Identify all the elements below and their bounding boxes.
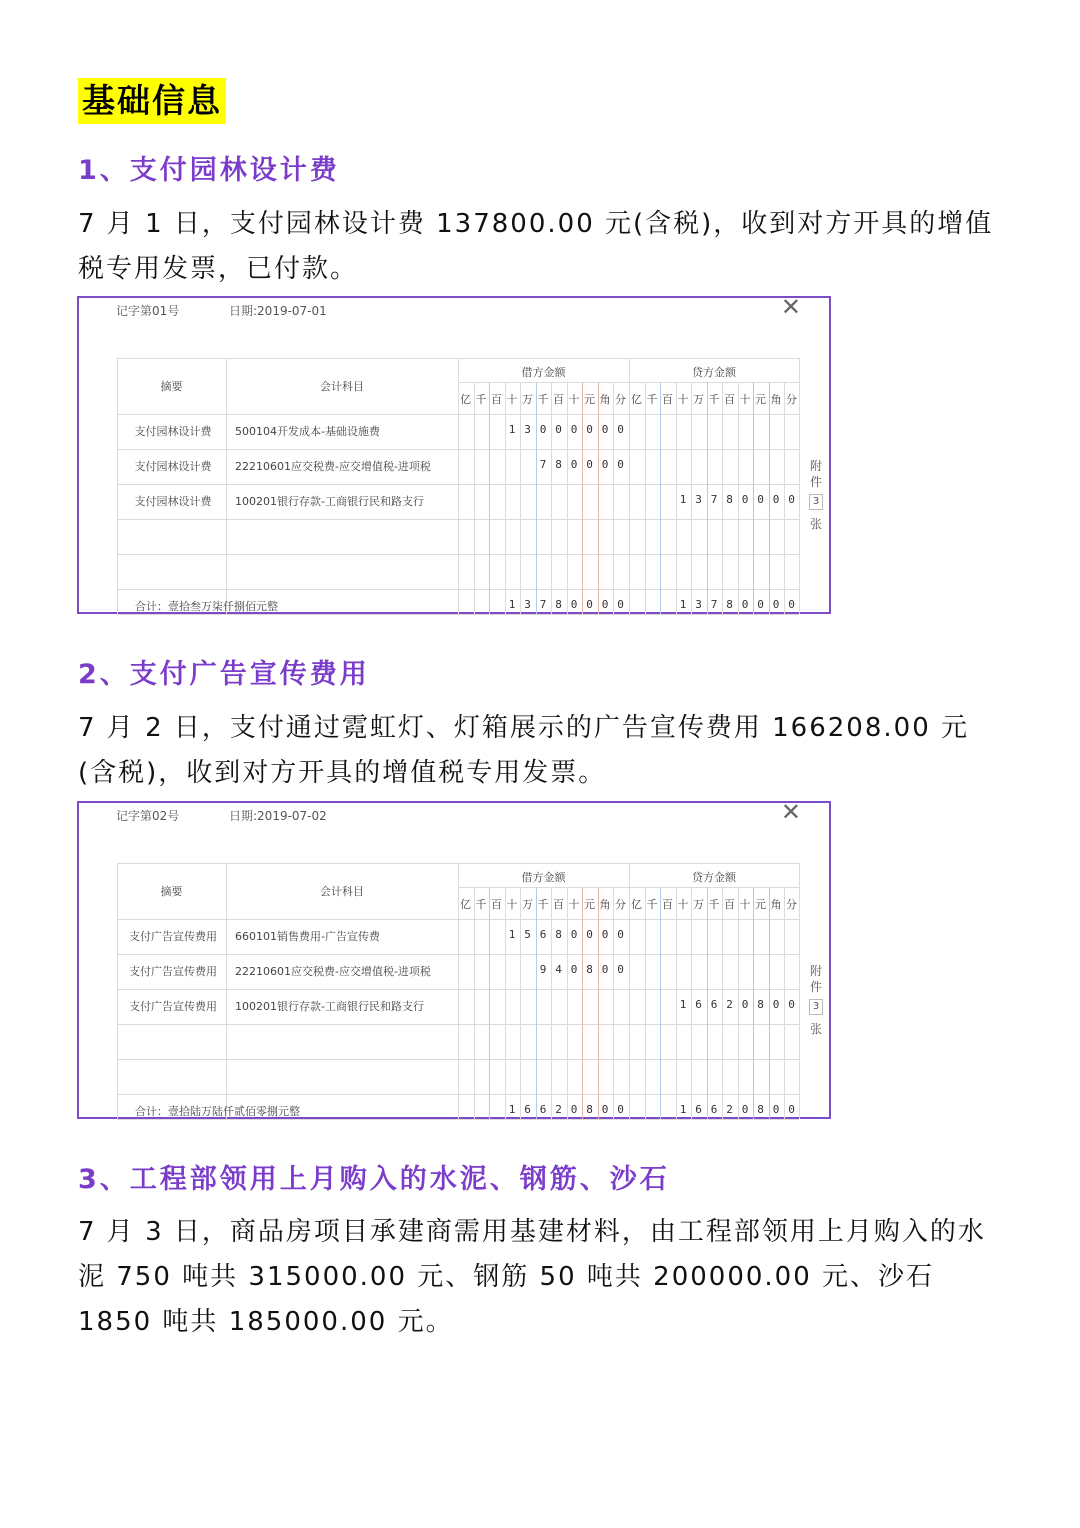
amount-unit-label: 百 (491, 393, 502, 406)
amount-unit-label: 元 (584, 393, 595, 406)
section-2-title: 2、支付广告宣传费用 (78, 659, 370, 690)
section-2-paragraph: 7 月 2 日，支付通过霓虹灯、灯箱展示的广告宣传费用 166208.00 元(含税)，收到对方开具的增值税专用发票。 (78, 713, 970, 788)
attachment-count (806, 963, 826, 1037)
amount-unit-label: 分 (615, 393, 626, 406)
section-3-paragraph: 7 月 3 日，商品房项目承建商需用基建材料，由工程部领用上月购入的水泥 750 吨共 315000.00 元、钢筋 50 吨共 200000.00 元、沙石 1850 吨共 185000.00 元。 (78, 1217, 986, 1337)
amount-unit-label: 百 (724, 898, 735, 911)
attach-label-mid: 件 (809, 475, 822, 489)
amount-digit: 0 (601, 423, 609, 436)
amount-digit: 0 (570, 963, 578, 976)
row-account[interactable]: 100201银行存款-工商银行民和路支行 (235, 1000, 424, 1013)
amount-unit-label: 千 (708, 898, 720, 911)
column-header-credit: 贷方金额 (692, 366, 736, 379)
amount-digit: 0 (757, 493, 764, 506)
amount-digit: 0 (772, 598, 780, 611)
amount-unit-label: 千 (646, 393, 658, 406)
amount-digit: 3 (524, 423, 531, 436)
amount-unit-label: 十 (568, 898, 580, 911)
amount-digit: 2 (555, 1103, 562, 1116)
column-header-credit: 贷方金额 (692, 871, 736, 884)
column-header-summary: 摘要 (160, 380, 183, 393)
amount-unit-label: 万 (522, 393, 533, 406)
amount-digit: 6 (524, 1103, 531, 1116)
grid-line (117, 358, 118, 614)
amount-digit: 7 (710, 493, 718, 506)
amount-digit: 8 (757, 998, 764, 1011)
grid-line (645, 382, 646, 614)
row-summary[interactable]: 支付园林设计费 (134, 425, 212, 438)
grid-line (551, 382, 552, 614)
section-3-title: 3、工程部领用上月购入的水泥、钢筋、沙石 (78, 1164, 670, 1195)
amount-digit: 0 (555, 423, 562, 436)
column-header-account: 会计科目 (320, 885, 364, 898)
amount-digit: 2 (726, 1103, 733, 1116)
amount-digit: 1 (679, 598, 687, 611)
amount-unit-label: 十 (568, 393, 580, 406)
amount-digit: 2 (726, 998, 733, 1011)
amount-unit-label: 十 (677, 393, 689, 406)
amount-unit-label: 十 (506, 393, 518, 406)
voucher-date: 日期:2019-07-01 (229, 304, 327, 318)
amount-digit: 0 (617, 598, 624, 611)
grid-line (799, 358, 800, 614)
amount-unit-label: 百 (553, 898, 564, 911)
row-account[interactable]: 100201银行存款-工商银行民和路支行 (235, 495, 424, 508)
amount-digit: 7 (539, 458, 547, 471)
row-summary[interactable]: 支付广告宣传费用 (129, 930, 217, 943)
amount-digit: 8 (586, 963, 593, 976)
row-account[interactable]: 22210601应交税费-应交增值税-进项税 (235, 460, 431, 473)
grid-line (474, 382, 475, 614)
section-1-title: 1、支付园林设计费 (78, 155, 340, 186)
amount-unit-label: 百 (491, 898, 502, 911)
amount-unit-label: 元 (584, 898, 595, 911)
grid-line (505, 382, 506, 614)
grid-line (582, 382, 583, 614)
amount-digit: 8 (555, 928, 562, 941)
amount-digit: 0 (586, 928, 593, 941)
total-label: 合计：壹拾陆万陆仟贰佰零捌元整 (135, 1105, 300, 1118)
row-account[interactable]: 500104开发成本-基础设施费 (235, 425, 380, 438)
amount-unit-label: 千 (537, 393, 549, 406)
voucher-table (117, 358, 799, 614)
amount-digit: 0 (617, 928, 624, 941)
grid-line (520, 382, 521, 614)
amount-digit: 8 (555, 598, 562, 611)
amount-digit: 1 (508, 598, 516, 611)
attach-label-bottom: 张 (809, 517, 822, 531)
amount-digit: 8 (555, 458, 562, 471)
grid-line (551, 887, 552, 1119)
row-summary[interactable]: 支付园林设计费 (134, 460, 212, 473)
amount-digit: 0 (772, 493, 780, 506)
grid-line (489, 382, 490, 614)
amount-digit: 6 (539, 1103, 547, 1116)
grid-line (567, 382, 568, 614)
amount-unit-label: 千 (646, 898, 658, 911)
amount-digit: 0 (601, 963, 609, 976)
amount-unit-label: 万 (693, 898, 704, 911)
amount-digit: 0 (586, 458, 593, 471)
amount-digit: 1 (508, 1103, 516, 1116)
attachment-count (806, 458, 826, 532)
grid-line (598, 382, 599, 614)
amount-digit: 6 (695, 998, 702, 1011)
grid-line (536, 887, 537, 1119)
amount-digit: 5 (524, 928, 531, 941)
amount-digit: 0 (601, 598, 609, 611)
amount-digit: 0 (788, 493, 795, 506)
amount-unit-label: 角 (599, 898, 611, 911)
amount-digit: 3 (695, 493, 702, 506)
amount-digit: 0 (601, 928, 609, 941)
amount-unit-label: 千 (475, 393, 487, 406)
row-account[interactable]: 22210601应交税费-应交增值税-进项税 (235, 965, 431, 978)
row-summary[interactable]: 支付广告宣传费用 (129, 965, 217, 978)
attach-label-mid: 件 (809, 980, 822, 994)
voucher-2 (77, 798, 831, 1119)
grid-line (117, 863, 118, 1119)
grid-line (117, 1119, 799, 1120)
voucher-date: 日期:2019-07-02 (229, 809, 327, 823)
amount-digit: 1 (679, 998, 687, 1011)
amount-unit-label: 元 (755, 393, 766, 406)
grid-line (613, 887, 614, 1119)
grid-line (489, 887, 490, 1119)
voucher-1 (77, 293, 831, 614)
amount-digit: 6 (710, 998, 718, 1011)
amount-digit: 0 (617, 1103, 624, 1116)
voucher-table (117, 863, 799, 1119)
grid-line (799, 863, 800, 1119)
amount-unit-label: 百 (662, 393, 673, 406)
grid-line (645, 887, 646, 1119)
grid-line (613, 382, 614, 614)
close-icon[interactable]: ✕ (780, 293, 801, 321)
amount-digit: 0 (570, 1103, 578, 1116)
amount-digit: 0 (617, 458, 624, 471)
amount-digit: 0 (772, 1103, 780, 1116)
column-header-summary: 摘要 (160, 885, 183, 898)
amount-unit-label: 分 (615, 898, 626, 911)
amount-digit: 0 (741, 598, 749, 611)
amount-unit-label: 角 (770, 898, 782, 911)
amount-digit: 8 (757, 1103, 764, 1116)
amount-digit: 9 (539, 963, 547, 976)
amount-digit: 0 (570, 423, 578, 436)
amount-digit: 0 (788, 598, 795, 611)
amount-digit: 0 (539, 423, 547, 436)
section-1-paragraph: 7 月 1 日，支付园林设计费 137800.00 元(含税)，收到对方开具的增值税专用发票，已付款。 (78, 209, 994, 284)
grid-line (660, 887, 661, 1119)
grid-line (536, 382, 537, 614)
row-account[interactable]: 660101销售费用-广告宣传费 (235, 930, 380, 943)
amount-unit-label: 分 (786, 898, 797, 911)
amount-digit: 4 (555, 963, 562, 976)
amount-digit: 6 (710, 1103, 718, 1116)
attach-label-bottom: 张 (809, 1022, 822, 1036)
attach-count-box[interactable]: 3 (809, 999, 823, 1015)
amount-digit: 1 (679, 1103, 687, 1116)
grid-line (520, 887, 521, 1119)
grid-line (505, 887, 506, 1119)
amount-digit: 0 (741, 493, 749, 506)
amount-digit: 1 (679, 493, 687, 506)
amount-unit-label: 十 (677, 898, 689, 911)
grid-line (567, 887, 568, 1119)
row-summary[interactable]: 支付广告宣传费用 (129, 1000, 217, 1013)
column-header-debit: 借方金额 (521, 366, 566, 379)
amount-unit-label: 十 (506, 898, 518, 911)
amount-digit: 0 (788, 998, 795, 1011)
amount-unit-label: 亿 (460, 898, 471, 911)
row-summary[interactable]: 支付园林设计费 (134, 495, 212, 508)
grid-line (226, 863, 227, 1119)
amount-digit: 7 (710, 598, 718, 611)
amount-digit: 6 (539, 928, 547, 941)
grid-line (226, 358, 227, 614)
amount-unit-label: 亿 (631, 393, 642, 406)
amount-digit: 0 (586, 598, 593, 611)
amount-digit: 3 (695, 598, 702, 611)
amount-unit-label: 万 (522, 898, 533, 911)
amount-digit: 0 (601, 458, 609, 471)
page-heading: 基础信息 (78, 78, 226, 124)
amount-digit: 0 (757, 598, 764, 611)
attach-label-top: 附 (809, 964, 822, 978)
amount-unit-label: 千 (537, 898, 549, 911)
amount-digit: 0 (617, 423, 624, 436)
amount-unit-label: 角 (599, 393, 611, 406)
column-header-account: 会计科目 (320, 380, 364, 393)
amount-unit-label: 十 (739, 898, 751, 911)
amount-digit: 0 (788, 1103, 795, 1116)
attach-label-top: 附 (809, 459, 822, 473)
amount-digit: 6 (695, 1103, 702, 1116)
amount-digit: 0 (772, 998, 780, 1011)
amount-unit-label: 亿 (460, 393, 471, 406)
amount-digit: 0 (570, 928, 578, 941)
amount-unit-label: 百 (553, 393, 564, 406)
grid-line (598, 887, 599, 1119)
amount-digit: 3 (524, 598, 531, 611)
amount-digit: 7 (539, 598, 547, 611)
voucher-number: 记字第01号 (116, 304, 180, 318)
amount-digit: 0 (586, 423, 593, 436)
grid-line (582, 887, 583, 1119)
amount-unit-label: 分 (786, 393, 797, 406)
total-label: 合计：壹拾叁万柒仟捌佰元整 (135, 600, 278, 613)
amount-unit-label: 千 (475, 898, 487, 911)
attach-count-box[interactable]: 3 (809, 494, 823, 510)
amount-digit: 0 (570, 458, 578, 471)
amount-digit: 8 (586, 1103, 593, 1116)
amount-digit: 8 (726, 493, 733, 506)
amount-unit-label: 元 (755, 898, 766, 911)
close-icon[interactable]: ✕ (780, 798, 801, 826)
amount-digit: 0 (741, 1103, 749, 1116)
amount-digit: 8 (726, 598, 733, 611)
amount-unit-label: 十 (739, 393, 751, 406)
amount-digit: 0 (741, 998, 749, 1011)
amount-digit: 1 (508, 928, 516, 941)
amount-digit: 0 (617, 963, 624, 976)
amount-digit: 1 (508, 423, 516, 436)
amount-unit-label: 万 (693, 393, 704, 406)
amount-digit: 0 (570, 598, 578, 611)
grid-line (474, 887, 475, 1119)
amount-unit-label: 千 (708, 393, 720, 406)
column-header-debit: 借方金额 (521, 871, 566, 884)
amount-unit-label: 亿 (631, 898, 642, 911)
amount-digit: 0 (601, 1103, 609, 1116)
amount-unit-label: 百 (724, 393, 735, 406)
grid-line (660, 382, 661, 614)
amount-unit-label: 角 (770, 393, 782, 406)
amount-unit-label: 百 (662, 898, 673, 911)
grid-line (117, 614, 799, 615)
voucher-number: 记字第02号 (116, 809, 180, 823)
